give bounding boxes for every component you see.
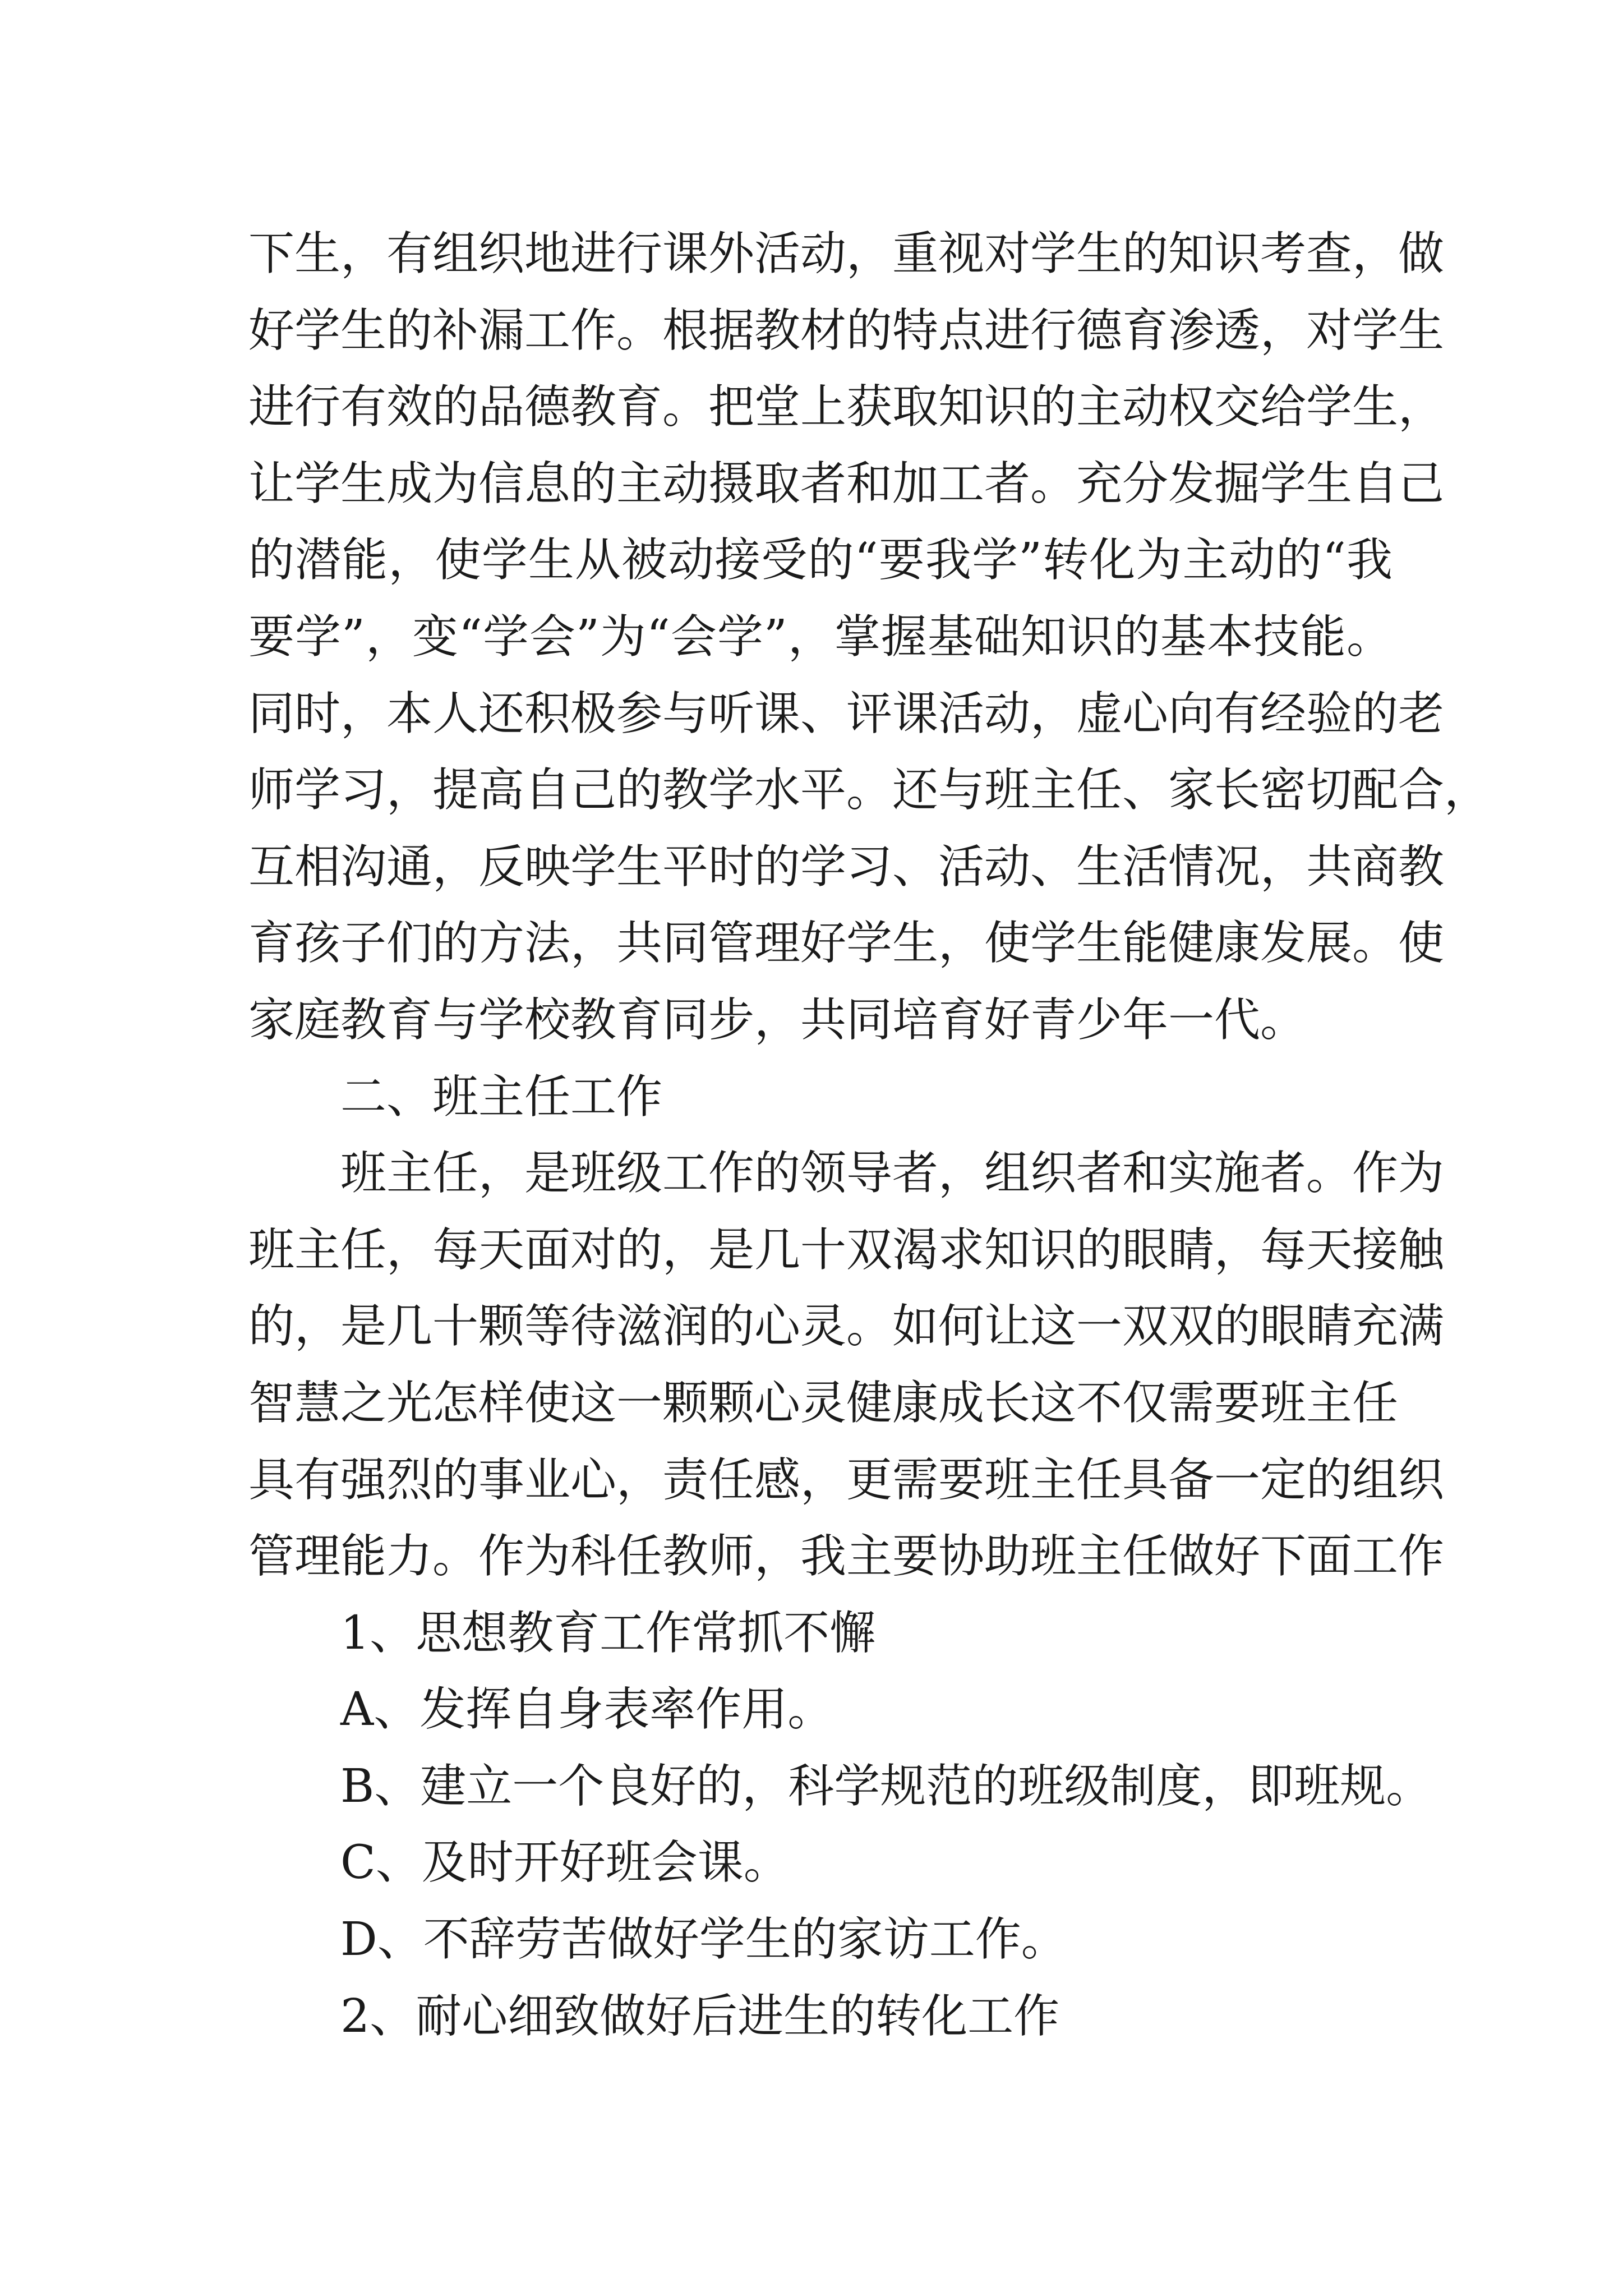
- text-line: 的潜能，使学生从被动接受的“要我学”转化为主动的“我: [248, 533, 1393, 587]
- text-line: 进行有效的品德教育。把堂上获取知识的主动权交给学生，: [248, 380, 1445, 434]
- text-line: B、建立一个良好的，科学规范的班级制度，即班规。: [340, 1759, 1432, 1813]
- text-line: 师学习，提高自己的教学水平。还与班主任、家长密切配合，: [248, 763, 1491, 817]
- text-line: 家庭教育与学校教育同步，共同培育好青少年一代。: [248, 993, 1307, 1047]
- text-line: 班主任，每天面对的，是几十双渴求知识的眼睛，每天接触: [248, 1223, 1445, 1277]
- text-line: 具有强烈的事业心，责任感，更需要班主任具备一定的组织: [248, 1453, 1445, 1507]
- text-line: 同时，本人还积极参与听课、评课活动，虚心向有经验的老: [248, 687, 1445, 740]
- text-line: 2、耐心细致做好后进生的转化工作: [340, 1989, 1060, 2043]
- text-line: 好学生的补漏工作。根据教材的特点进行德育渗透，对学生: [248, 303, 1445, 357]
- text-line: 管理能力。作为科任教师，我主要协助班主任做好下面工作: [248, 1530, 1445, 1584]
- text-line: A、发挥自身表率作用。: [340, 1683, 834, 1737]
- text-line: 育孩子们的方法，共同管理好学生，使学生能健康发展。使: [248, 917, 1445, 970]
- text-line: 让学生成为信息的主动摄取者和加工者。充分发掘学生自己: [248, 457, 1445, 510]
- document-body: [248, 216, 1491, 2055]
- text-line: 智慧之光怎样使这一颗颗心灵健康成长这不仅需要班主任: [248, 1376, 1399, 1430]
- text-line: 下生，有组织地进行课外活动，重视对学生的知识考查，做: [248, 227, 1445, 280]
- text-line: 要学”，变“学会”为“会学”，掌握基础知识的基本技能。: [248, 610, 1393, 664]
- text-line: 的，是几十颗等待滋润的心灵。如何让这一双双的眼睛充满: [248, 1300, 1445, 1354]
- text-line: 互相沟通，反映学生平时的学习、活动、生活情况，共商教: [248, 840, 1445, 894]
- text-line: 班主任，是班级工作的领导者，组织者和实施者。作为: [340, 1147, 1445, 1200]
- text-line: C、及时开好班会课。: [340, 1836, 790, 1890]
- text-line: D、不辞劳苦做好学生的家访工作。: [340, 1913, 1067, 1967]
- text-line: 二、班主任工作: [340, 1070, 663, 1124]
- text-line: 1、思想教育工作常抓不懈: [340, 1606, 876, 1660]
